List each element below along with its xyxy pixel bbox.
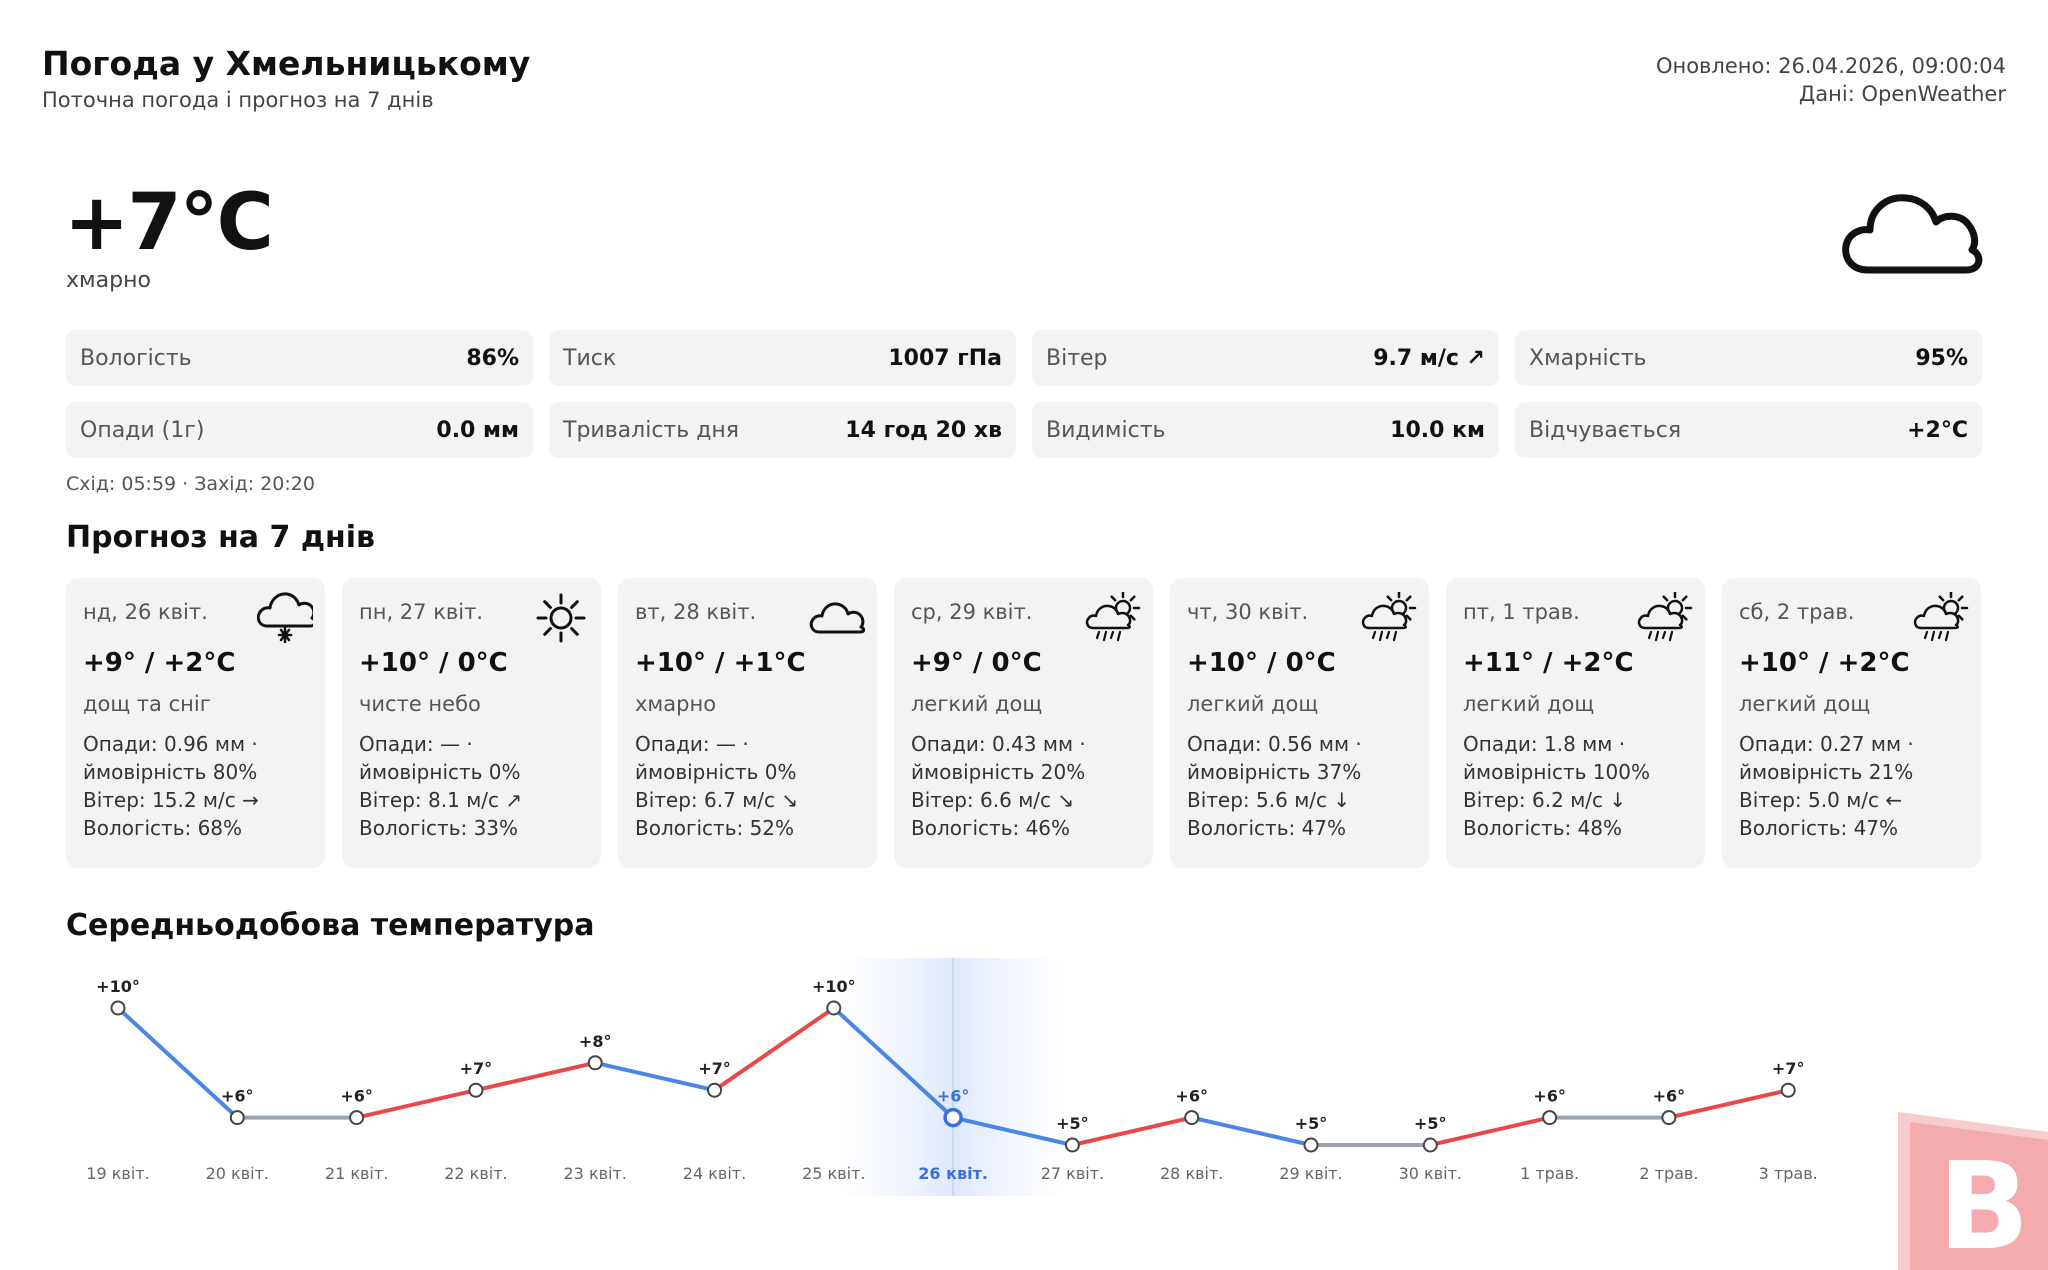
x-tick-label: 23 квіт. — [563, 1164, 627, 1183]
stat-card — [1515, 402, 1982, 458]
day-wind: Вітер: 6.2 м/с ↓ — [1463, 788, 1627, 812]
day-precipitation: Опади: — · — [359, 732, 473, 756]
day-probability: ймовірність 80% — [83, 760, 258, 784]
day-precipitation: Опади: 0.27 мм · — [1739, 732, 1914, 756]
day-details — [1739, 730, 1964, 842]
day-humidity: Вологість: 46% — [911, 816, 1071, 840]
stat-card — [549, 402, 1016, 458]
day-condition: легкий дощ — [1187, 692, 1319, 716]
day-condition: легкий дощ — [1739, 692, 1871, 716]
update-info — [1656, 52, 2006, 108]
stat-value: 1007 гПа — [888, 345, 1002, 371]
cloud-icon — [809, 592, 865, 644]
day-name: пн, 27 квіт. — [359, 600, 484, 624]
stat-card — [66, 330, 533, 386]
day-name: сб, 2 трав. — [1739, 600, 1855, 624]
stat-value: 14 год 20 хв — [845, 417, 1002, 443]
data-label: +8° — [578, 1031, 612, 1051]
day-wind: Вітер: 8.1 м/с ↗ — [359, 788, 523, 812]
series-segment — [118, 1008, 237, 1118]
series-segment — [1669, 1090, 1788, 1117]
data-point — [469, 1084, 482, 1097]
stat-value: 9.7 м/с ↗ — [1373, 345, 1485, 371]
data-label: +6° — [1652, 1086, 1686, 1106]
stat-card — [1515, 330, 1982, 386]
chart-title: Середньодобова температура — [66, 908, 595, 943]
series-segment — [715, 1008, 834, 1090]
day-probability: ймовірність 37% — [1187, 760, 1362, 784]
x-tick-label: 3 трав. — [1758, 1164, 1818, 1183]
day-name: нд, 26 квіт. — [83, 600, 208, 624]
sun-rain-icon — [1637, 592, 1693, 644]
day-precipitation: Опади: — · — [635, 732, 749, 756]
forecast-day-card — [894, 578, 1153, 868]
day-details — [359, 730, 584, 842]
data-point — [231, 1111, 244, 1124]
x-tick-label: 28 квіт. — [1160, 1164, 1224, 1183]
day-probability: ймовірність 0% — [635, 760, 797, 784]
data-label: +10° — [96, 977, 140, 996]
stat-value: 0.0 мм — [436, 417, 519, 443]
data-label: +7° — [459, 1059, 493, 1079]
day-humidity: Вологість: 48% — [1463, 816, 1623, 840]
stat-card — [66, 402, 533, 458]
x-tick-label: 19 квіт. — [86, 1164, 150, 1183]
day-details — [1463, 730, 1688, 842]
temperature-chart-svg — [66, 950, 1866, 1200]
forecast-day-card — [1170, 578, 1429, 868]
cloud-icon — [1840, 184, 1986, 280]
data-label: +5° — [1056, 1114, 1089, 1133]
day-probability: ймовірність 0% — [359, 760, 521, 784]
series-segment — [476, 1063, 595, 1090]
day-humidity: Вологість: 47% — [1739, 816, 1899, 840]
day-name: вт, 28 квіт. — [635, 600, 757, 624]
data-point — [112, 1002, 125, 1015]
data-label: +5° — [1414, 1114, 1447, 1133]
sun-icon — [533, 592, 589, 644]
data-point — [827, 1002, 840, 1015]
day-wind: Вітер: 15.2 м/с → — [83, 788, 259, 812]
snow-rain-icon — [257, 592, 313, 644]
svg-text:B: B — [1938, 1138, 2030, 1270]
day-condition: легкий дощ — [1463, 692, 1595, 716]
stat-value: 86% — [466, 345, 519, 371]
sun-rain-icon — [1913, 592, 1969, 644]
day-precipitation: Опади: 0.43 мм · — [911, 732, 1086, 756]
forecast-day-card — [342, 578, 601, 868]
watermark-logo — [1898, 1108, 2048, 1270]
data-point — [350, 1111, 363, 1124]
day-probability: ймовірність 100% — [1463, 760, 1650, 784]
x-tick-label: 22 квіт. — [444, 1164, 508, 1183]
day-condition: дощ та сніг — [83, 692, 211, 716]
day-temperature: +9° / +2°C — [83, 648, 236, 678]
day-condition: чисте небо — [359, 692, 481, 716]
current-stats — [66, 330, 1982, 458]
stat-label: Тиск — [563, 345, 617, 371]
data-point — [1662, 1111, 1675, 1124]
data-label: +6° — [1533, 1086, 1566, 1106]
current-temperature: +7°C — [64, 178, 272, 268]
day-humidity: Вологість: 68% — [83, 816, 243, 840]
series-segment — [1192, 1118, 1311, 1145]
day-temperature: +9° / 0°C — [911, 648, 1042, 678]
day-details — [1187, 730, 1412, 842]
day-humidity: Вологість: 33% — [359, 816, 519, 840]
day-temperature: +10° / +2°C — [1739, 648, 1910, 678]
data-label: +10° — [811, 977, 856, 996]
x-tick-label: 2 трав. — [1639, 1164, 1699, 1183]
day-temperature: +10° / 0°C — [359, 648, 508, 678]
x-tick-label: 27 квіт. — [1040, 1164, 1105, 1183]
day-name: чт, 30 квіт. — [1187, 600, 1309, 624]
day-probability: ймовірність 21% — [1739, 760, 1914, 784]
data-label: +6° — [936, 1086, 970, 1106]
data-label: +6° — [1175, 1086, 1208, 1106]
data-point — [708, 1084, 721, 1097]
current-description: хмарно — [66, 268, 151, 293]
updated-time: Оновлено: 26.04.2026, 09:00:04 — [1655, 54, 2006, 78]
day-temperature: +11° / +2°C — [1463, 648, 1634, 678]
day-wind: Вітер: 6.6 м/с ↘ — [911, 788, 1075, 812]
data-point — [945, 1110, 961, 1126]
data-point — [1066, 1139, 1079, 1152]
x-tick-label: 24 квіт. — [682, 1164, 747, 1183]
data-point — [1782, 1084, 1795, 1097]
day-name: пт, 1 трав. — [1463, 600, 1580, 624]
forecast-day-card — [1722, 578, 1981, 868]
page-title: Погода у Хмельницькому — [42, 44, 531, 83]
day-precipitation: Опади: 1.8 мм · — [1463, 732, 1626, 756]
stat-value: 95% — [1915, 345, 1968, 371]
x-tick-label: 1 трав. — [1520, 1164, 1580, 1183]
day-wind: Вітер: 5.6 м/с ↓ — [1187, 788, 1351, 812]
day-temperature: +10° / +1°C — [635, 648, 806, 678]
forecast-day-card — [66, 578, 325, 868]
sunrise-sunset: Схід: 05:59 · Захід: 20:20 — [66, 473, 315, 495]
series-segment — [1072, 1118, 1191, 1145]
x-tick-label: 20 квіт. — [205, 1164, 269, 1183]
day-probability: ймовірність 20% — [911, 760, 1086, 784]
temperature-chart — [66, 950, 1866, 1200]
stat-value: 10.0 км — [1390, 417, 1485, 443]
data-point — [1424, 1139, 1437, 1152]
day-wind: Вітер: 6.7 м/с ↘ — [635, 788, 799, 812]
forecast-day-card — [1446, 578, 1705, 868]
sun-rain-icon — [1085, 592, 1141, 644]
data-label: +6° — [221, 1086, 254, 1106]
forecast-grid — [66, 578, 1982, 868]
stat-label: Вологість — [80, 345, 192, 371]
stat-card — [1032, 330, 1499, 386]
page-subtitle: Поточна погода і прогноз на 7 днів — [42, 88, 434, 112]
day-precipitation: Опади: 0.56 мм · — [1187, 732, 1362, 756]
stat-card — [1032, 402, 1499, 458]
day-details — [635, 730, 860, 842]
day-condition: легкий дощ — [911, 692, 1043, 716]
data-label: +7° — [698, 1059, 731, 1079]
data-point — [1185, 1111, 1198, 1124]
day-humidity: Вологість: 47% — [1187, 816, 1347, 840]
stat-label: Хмарність — [1529, 345, 1647, 371]
stat-label: Тривалість дня — [563, 417, 740, 443]
stat-label: Вітер — [1046, 345, 1108, 371]
x-tick-label: 29 квіт. — [1279, 1164, 1343, 1183]
forecast-day-card — [618, 578, 877, 868]
day-humidity: Вологість: 52% — [635, 816, 795, 840]
day-condition: хмарно — [635, 692, 717, 716]
day-temperature: +10° / 0°C — [1187, 648, 1336, 678]
stat-label: Опади (1г) — [80, 417, 205, 443]
x-tick-label: 25 квіт. — [802, 1164, 866, 1183]
series-segment — [357, 1090, 476, 1117]
data-source: Дані: OpenWeather — [1798, 82, 2006, 106]
stat-value: +2°C — [1907, 417, 1968, 443]
series-segment — [1430, 1118, 1549, 1145]
series-segment — [595, 1063, 714, 1090]
x-tick-label: 26 квіт. — [918, 1164, 988, 1183]
day-details — [911, 730, 1136, 842]
day-details — [83, 730, 308, 842]
day-name: ср, 29 квіт. — [911, 600, 1033, 624]
data-label: +5° — [1294, 1114, 1328, 1133]
data-label: +6° — [340, 1086, 373, 1106]
forecast-title: Прогноз на 7 днів — [66, 520, 376, 555]
data-point — [1543, 1111, 1556, 1124]
day-precipitation: Опади: 0.96 мм · — [83, 732, 258, 756]
x-tick-label: 21 квіт. — [324, 1164, 389, 1183]
x-tick-label: 30 квіт. — [1398, 1164, 1462, 1183]
data-label: +7° — [1771, 1059, 1805, 1079]
stat-label: Видимість — [1046, 417, 1166, 443]
data-point — [1305, 1139, 1318, 1152]
stat-card — [549, 330, 1016, 386]
sun-rain-icon — [1361, 592, 1417, 644]
stat-label: Відчувається — [1529, 417, 1682, 443]
day-wind: Вітер: 5.0 м/с ← — [1739, 788, 1903, 812]
data-point — [589, 1056, 602, 1069]
